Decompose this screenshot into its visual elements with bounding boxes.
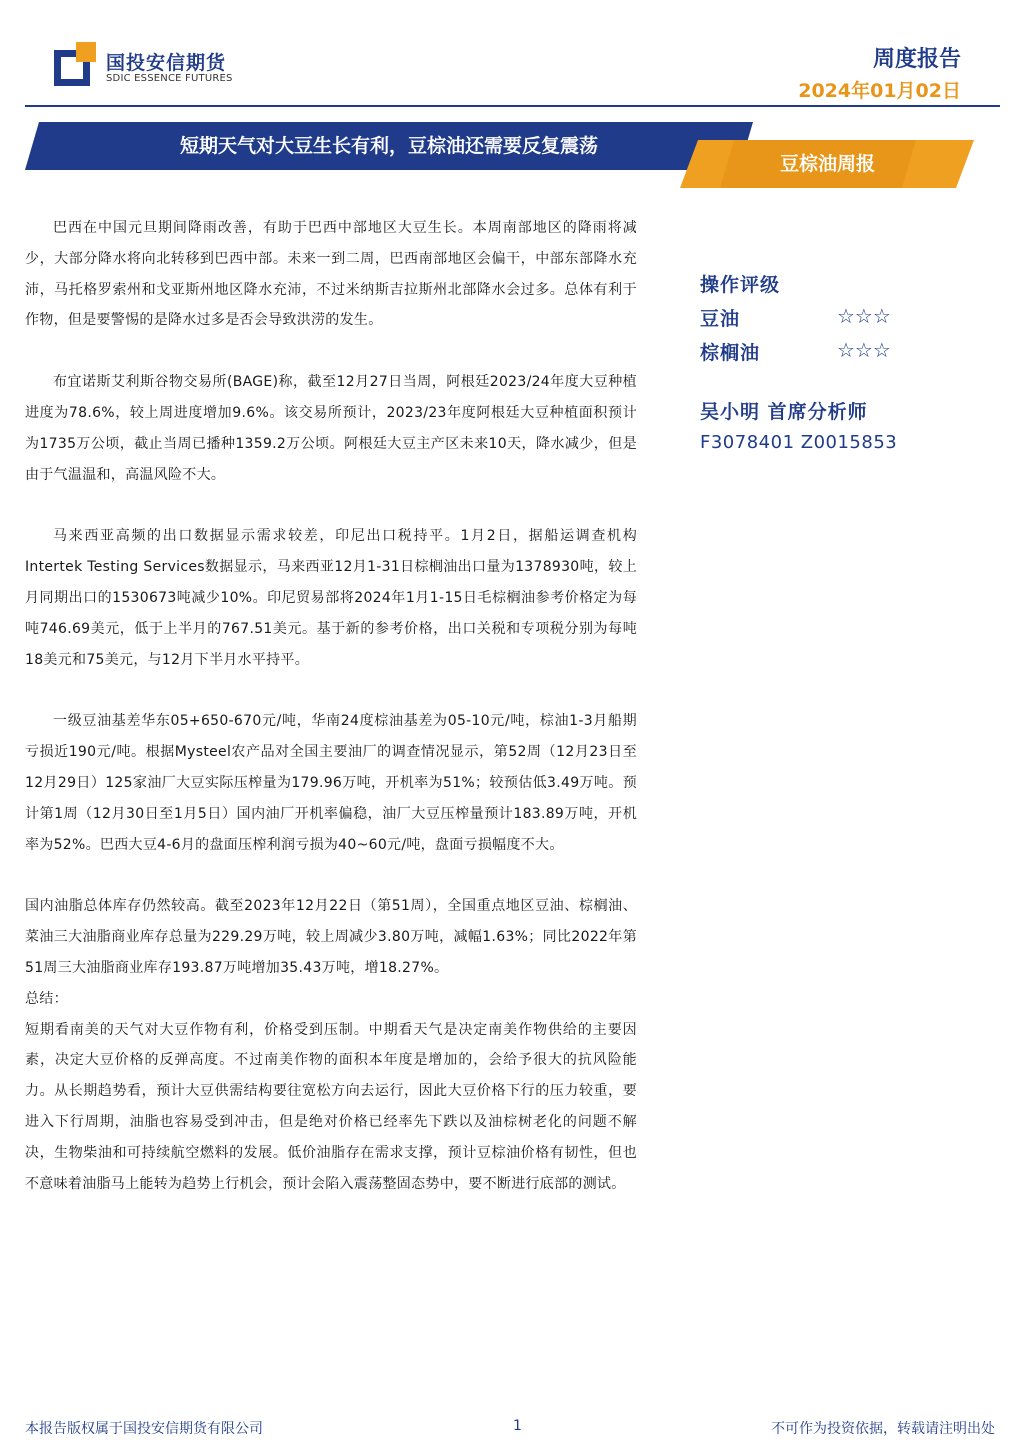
rating-row-palm-oil [700, 338, 990, 372]
footer-copyright: 本报告版权属于国投安信期货有限公司 [25, 1421, 263, 1437]
report-title: 短期天气对大豆生长有利，豆棕油还需要反复震荡 [179, 135, 598, 157]
paragraph-brazil-weather: 巴西在中国元旦期间降雨改善，有助于巴西中部地区大豆生长。本周南部地区的降雨将减少，大部分降水将向北转移到巴西中部。未来一到二周，巴西南部地区会偏干，中部东部降水充沛，马托格罗索州和戈亚斯州地区降水充沛，不过米纳斯吉拉斯州北部降水会过多。总体有利于作物，但是要警惕的是降水过多是否会导致洪涝的发生。 [25, 220, 637, 329]
report-body [25, 213, 637, 1199]
paragraph-argentina-planting: 布宜诺斯艾利斯谷物交易所(BAGE)称，截至12月27日当周，阿根廷2023/24年度大豆种植进度为78.6%，较上周进度增加9.6%。该交易所预计，2023/23年度阿根廷大豆种植面积预计为1735万公顷，截止当周已播种1359.2万公顷。阿根廷大豆主产区未来10天，降水减少，但是由于气温温和，高温风险不大。 [25, 374, 637, 483]
paragraph-inventory: 国内油脂总体库存仍然较高。截至2023年12月22日（第51周），全国重点地区豆油、棕榈油、菜油三大油脂商业库存总量为229.29万吨，较上周减少3.80万吨，减幅1.63%；同比2022年第51周三大油脂商业库存193.87万吨增加35.43万吨，增18.27%。 [25, 898, 637, 976]
page-number: 1 [513, 1418, 522, 1434]
title-banner [25, 122, 753, 170]
star-rating-icon: ☆☆☆ [837, 338, 891, 362]
logo-name-cn: 国投安信期货 [106, 52, 227, 74]
company-logo [54, 42, 254, 88]
sidebar [700, 270, 990, 453]
analyst-name: 吴小明 首席分析师 [700, 401, 868, 423]
paragraph-basis-crush: 一级豆油基差华东05+650-670元/吨，华南24度棕油基差为05-10元/吨，棕油1-3月船期亏损近190元/吨。根据Mysteel农产品对全国主要油厂的调查情况显示，第52周（12月23日至12月29日）125家油厂大豆实际压榨量为179.96万吨，开机率为51%；较预估低3.49万吨。预计第1周（12月30日至1月5日）国内油厂开机率偏稳，油厂大豆压榨量预计183.89万吨，开机率为52%。巴西大豆4-6月的盘面压榨利润亏损为40~60元/吨，盘面亏损幅度不大。 [25, 713, 637, 853]
rating-name: 豆油 [700, 308, 741, 330]
analyst-license: F3078401 Z0015853 [700, 432, 898, 453]
rating-title: 操作评级 [700, 274, 781, 296]
paragraph-summary: 短期看南美的天气对大豆作物有利，价格受到压制。中期看天气是决定南美作物供给的主要因素，决定大豆价格的反弹高度。不过南美作物的面积本年度是增加的，会给予很大的抗风险能力。从长期趋势看，预计大豆供需结构要往宽松方向去运行，因此大豆价格下行的压力较重，要进入下行周期，油脂也容易受到冲击，但是绝对价格已经率先下跌以及油棕树老化的问题不解决，生物柴油和可持续航空燃料的发展。低价油脂存在需求支撑，预计豆棕油价格有韧性，但也不意味着油脂马上能转为趋势上行机会，预计会陷入震荡整固态势中，要不断进行底部的测试。 [25, 1021, 637, 1192]
category-tag [680, 140, 980, 188]
rating-row-soybean-oil [700, 304, 990, 338]
category-tag-label: 豆棕油周报 [779, 153, 875, 175]
footer-disclaimer: 不可作为投资依据，转载请注明出处 [771, 1421, 995, 1437]
report-date: 2024年01月02日 [798, 80, 961, 102]
paragraph-palm-exports: 马来西亚高频的出口数据显示需求较差，印尼出口税持平。1月2日，据船运调查机构Intertek Testing Services数据显示，马来西亚12月1-31日棕榈油出口量为1378930吨，较上月同期出口的1530673吨减少10%。印尼贸易部将2024年1月1-15日毛棕榈油参考价格定为每吨746.69美元，低于上半月的767.51美元。基于新的参考价格，出口关税和专项税分别为每吨18美元和75美元，与12月下半月水平持平。 [25, 528, 637, 668]
report-type: 周度报告 [872, 47, 961, 72]
star-rating-icon: ☆☆☆ [837, 304, 891, 328]
logo-name-en: SDIC ESSENCE FUTURES [106, 73, 233, 84]
header-divider [25, 105, 1000, 107]
summary-label: 总结： [25, 990, 68, 1007]
logo-mark-icon [54, 42, 98, 86]
rating-name: 棕榈油 [700, 342, 761, 364]
